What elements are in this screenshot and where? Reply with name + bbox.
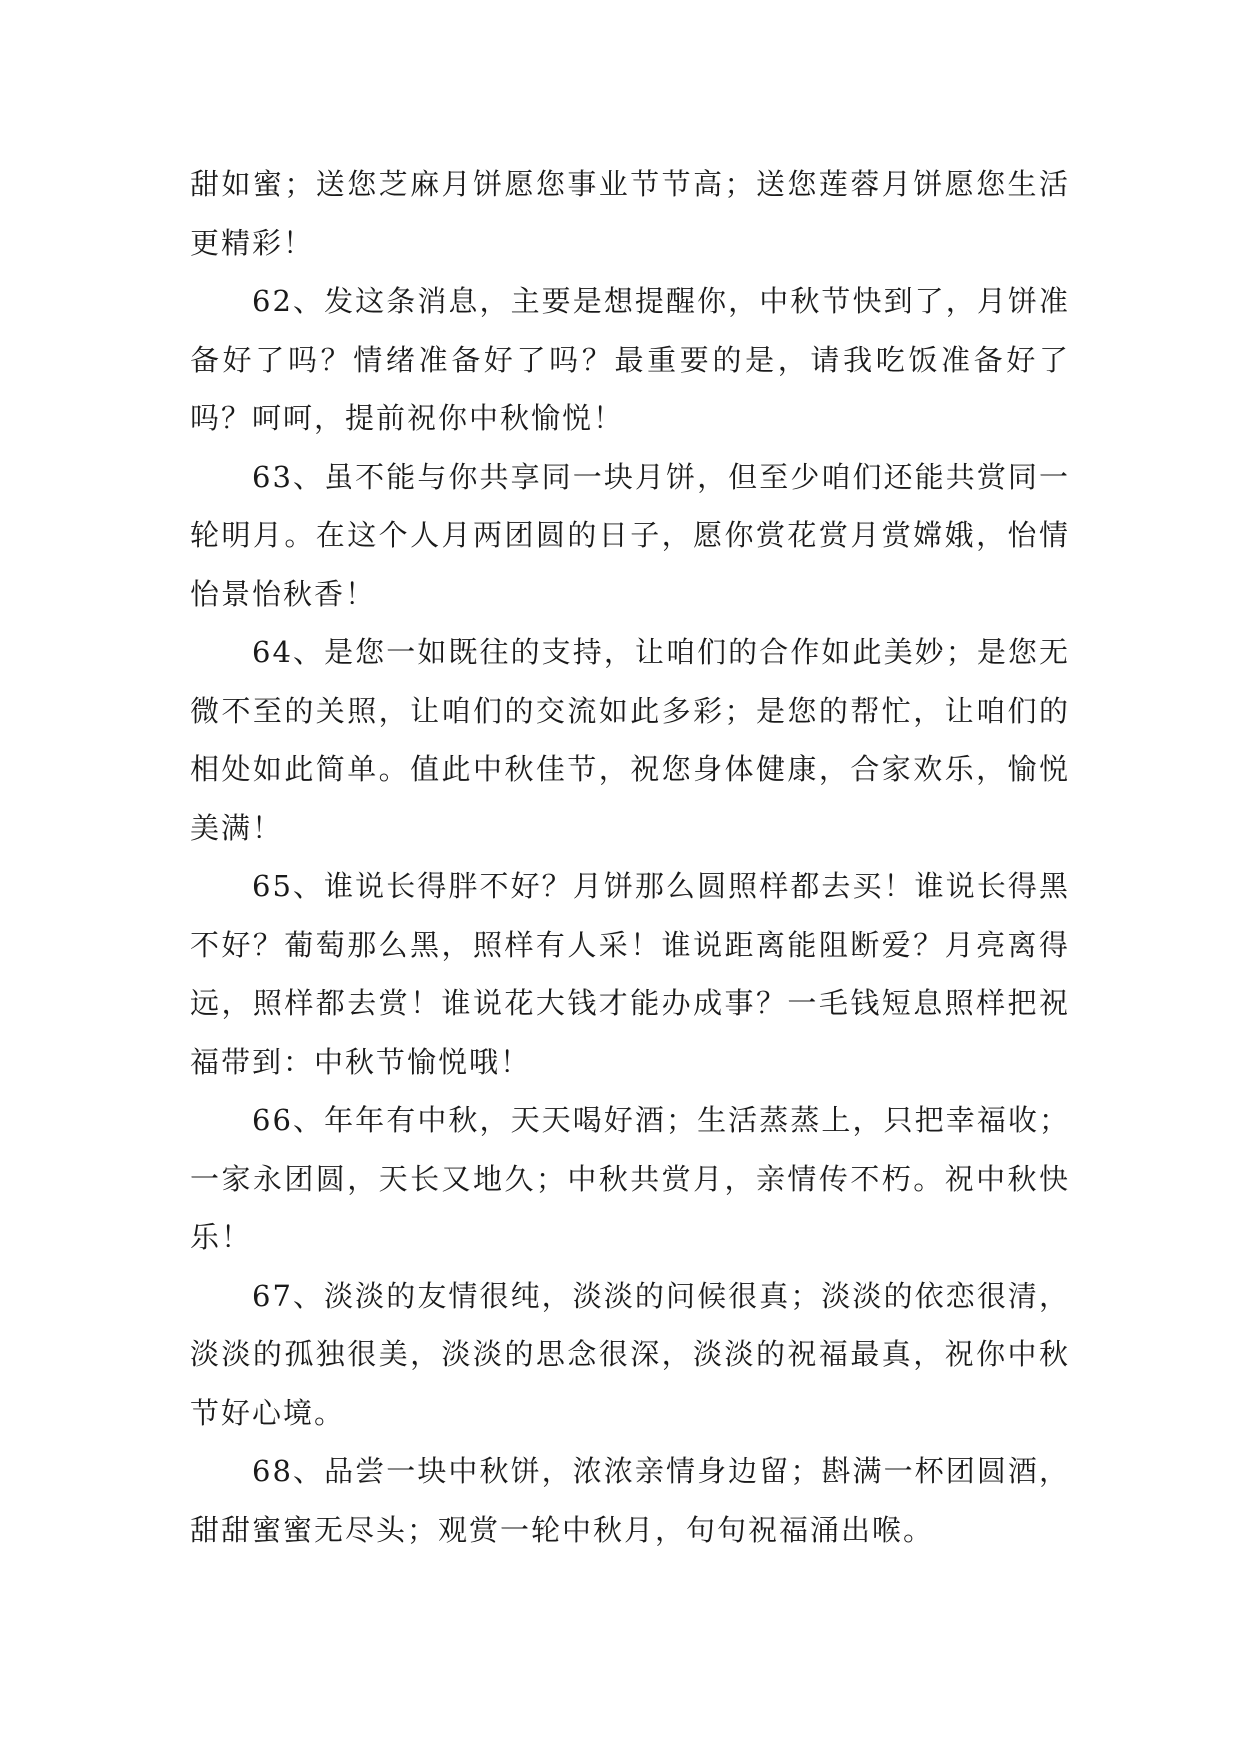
- paragraph-66: 66、年年有中秋，天天喝好酒；生活蒸蒸上，只把幸福收；一家永团圆，天长又地久；中秋共赏月，亲情传不朽。祝中秋快乐！: [190, 1103, 1070, 1254]
- paragraph-62: 62、发这条消息，主要是想提醒你，中秋节快到了，月饼准备好了吗？情绪准备好了吗？最重要的是，请我吃饭准备好了吗？呵呵，提前祝你中秋愉悦！: [190, 284, 1070, 435]
- paragraph-67: 67、淡淡的友情很纯，淡淡的问候很真；淡淡的依恋很清，淡淡的孤独很美，淡淡的思念很深，淡淡的祝福最真，祝你中秋节好心境。: [190, 1278, 1070, 1430]
- paragraph-continuation: 甜如蜜；送您芝麻月饼愿您事业节节高；送您莲蓉月饼愿您生活更精彩！: [190, 167, 1070, 260]
- paragraph-64: 64、是您一如既往的支持，让咱们的合作如此美妙；是您无微不至的关照，让咱们的交流如此多彩；是您的帮忙，让咱们的相处如此简单。值此中秋佳节，祝您身体健康，合家欢乐，愉悦美满！: [190, 635, 1070, 845]
- paragraph-68: 68、品尝一块中秋饼，浓浓亲情身边留；斟满一杯团圆酒，甜甜蜜蜜无尽头；观赏一轮中秋月，句句祝福涌出喉。: [190, 1454, 1070, 1547]
- document-body: [190, 155, 1070, 1559]
- paragraph-63: 63、虽不能与你共享同一块月饼，但至少咱们还能共赏同一轮明月。在这个人月两团圆的日子，愿你赏花赏月赏嫦娥，怡情怡景怡秋香！: [190, 459, 1070, 611]
- paragraph-65: 65、谁说长得胖不好？月饼那么圆照样都去买！谁说长得黑不好？葡萄那么黑，照样有人采！谁说距离能阻断爱？月亮离得远，照样都去赏！谁说花大钱才能办成事？一毛钱短息照样把祝福带到：中秋节愉悦哦！: [190, 869, 1070, 1079]
